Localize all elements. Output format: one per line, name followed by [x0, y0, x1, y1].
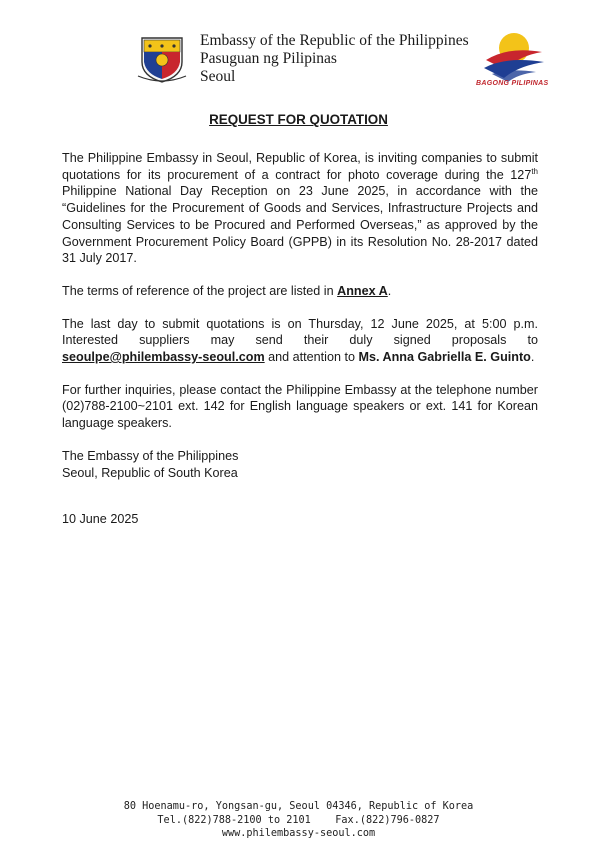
- bagong-pilipinas-logo-icon: [478, 26, 550, 86]
- letterhead: [0, 0, 597, 100]
- terms-text: The terms of reference of the project are listed in: [62, 283, 338, 298]
- invitation-text: The Philippine Embassy in Seoul, Republic of Korea, is inviting companies to submit quotations for its procurement of a contract for photo coverage during the 127: [62, 151, 538, 182]
- invitation-paragraph: [62, 150, 538, 267]
- footer-address: 80 Hoenamu-ro, Yongsan-gu, Seoul 04346, Republic of Korea: [123, 801, 474, 812]
- terms-paragraph: [62, 283, 538, 300]
- invitation-text-continued: Philippine National Day Reception on 23 June 2025, in accordance with the “Guidelines for the Procurement of Goods and Services, Infrastructure Projects and Consulting Services to be Procured and Performed Overseas,” as approved by the Government Procurement Policy Board (GPPB) in its Resolution No. 28-2017 dated 31 July 2017.: [62, 184, 538, 266]
- deadline-paragraph: [62, 316, 538, 366]
- embassy-name-block: [200, 32, 469, 86]
- contact-person-name: Ms. Anna Gabriella E. Guinto: [358, 350, 531, 365]
- annex-reference: Annex A: [337, 283, 388, 298]
- signature-block: [62, 448, 538, 481]
- letter-footer: [0, 800, 597, 841]
- footer-phone-fax: Tel.(822)788-2100 to 2101 Fax.(822)796-0827: [157, 814, 440, 826]
- terms-period: .: [387, 283, 392, 298]
- deadline-period: .: [530, 350, 535, 365]
- letter-date: 10 June 2025: [62, 512, 139, 527]
- deadline-text-continued: and attention to: [264, 350, 359, 365]
- ordinal-suffix: th: [531, 166, 538, 176]
- bagong-pilipinas-wordmark: BAGONG PILIPINAS: [476, 80, 549, 87]
- signature-line-2: Seoul, Republic of South Korea: [62, 465, 238, 480]
- signature-line-1: The Embassy of the Philippines: [62, 448, 239, 463]
- letter-body: [62, 150, 538, 528]
- embassy-city: Seoul: [200, 68, 236, 85]
- embassy-name-filipino: Pasuguan ng Pilipinas: [200, 50, 337, 67]
- deadline-text: The last day to submit quotations is on Thursday, 12 June 2025, at 5:00 p.m. Interested suppliers may send their duly signed proposals to: [62, 316, 538, 348]
- embassy-name-english: Embassy of the Republic of the Philippines: [200, 32, 469, 49]
- contact-email-link[interactable]: seoulpe@philembassy-seoul.com: [62, 350, 265, 365]
- philippine-coat-of-arms-icon: [136, 32, 188, 84]
- footer-website: www.philembassy-seoul.com: [221, 828, 376, 839]
- document-title: REQUEST FOR QUOTATION: [209, 112, 388, 127]
- inquiries-paragraph: For further inquiries, please contact the Philippine Embassy at the telephone number (02)788-2100~2101 ext. 142 for English language speakers or ext. 141 for Korean language speakers.: [62, 382, 538, 431]
